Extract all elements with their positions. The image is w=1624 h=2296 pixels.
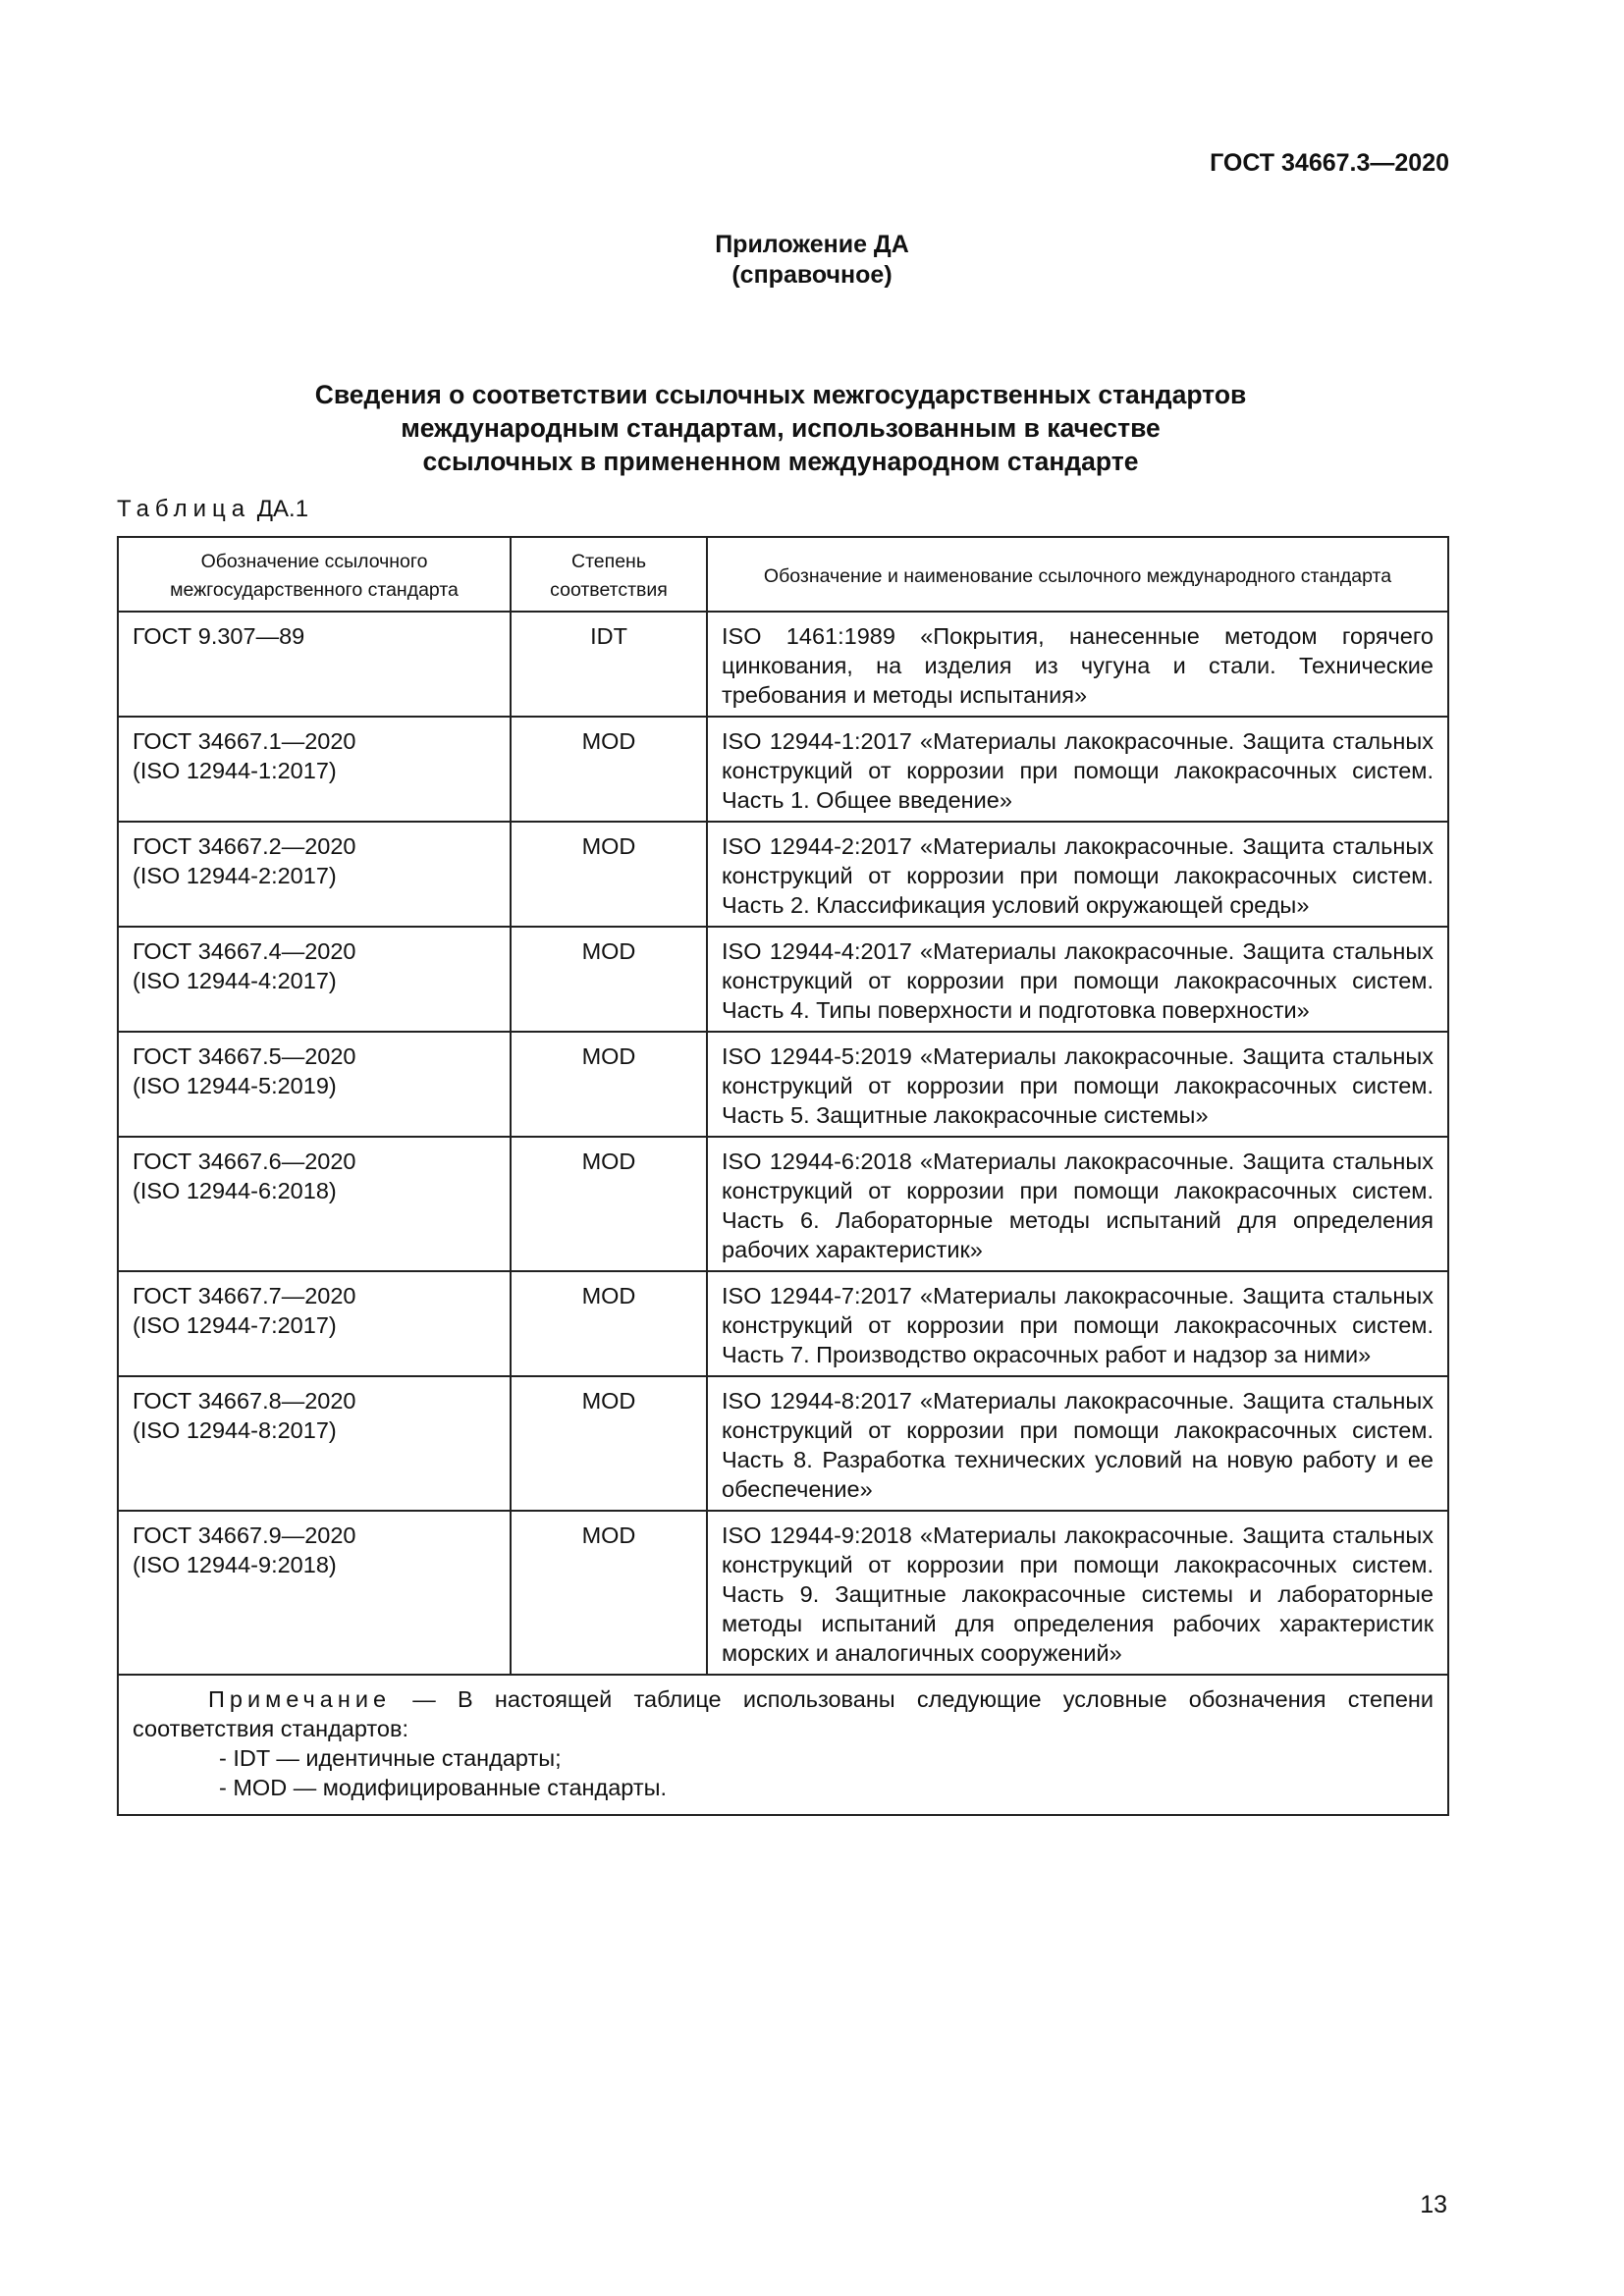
note-item-mod: - MOD — модифицированные стандарты.: [219, 1775, 668, 1800]
header-interstate-standard: Обозначение ссылочного межгосударственного стандарта: [118, 537, 511, 612]
degree-cell: MOD: [511, 1137, 707, 1271]
table-row: [118, 717, 1448, 822]
gost-cell: [118, 1271, 511, 1376]
heading-line: ссылочных в примененном международном стандарте: [422, 447, 1139, 476]
degree-cell: MOD: [511, 927, 707, 1032]
table-label: [117, 496, 308, 523]
gost-designation: ГОСТ 34667.5—2020: [133, 1043, 356, 1069]
document-code: ГОСТ 34667.3—2020: [1210, 149, 1449, 177]
gost-designation: ГОСТ 34667.8—2020: [133, 1388, 356, 1414]
section-heading: [0, 378, 1561, 478]
gost-designation: ГОСТ 34667.4—2020: [133, 938, 356, 964]
gost-designation: ГОСТ 34667.7—2020: [133, 1283, 356, 1308]
table-row: [118, 612, 1448, 717]
gost-cell: [118, 1032, 511, 1137]
iso-reference: (ISO 12944-7:2017): [133, 1312, 337, 1338]
iso-reference: (ISO 12944-4:2017): [133, 968, 337, 993]
international-standard-cell: ISO 12944-8:2017 «Материалы лакокрасочные. Защита стальных конструкций от коррозии при помощи лакокрасочных систем. Часть 8. Разработка технических условий на новую работу и ее обеспечение»: [707, 1376, 1448, 1511]
degree-cell: MOD: [511, 1032, 707, 1137]
degree-cell: MOD: [511, 822, 707, 927]
international-standard-cell: ISO 12944-2:2017 «Материалы лакокрасочные. Защита стальных конструкций от коррозии при помощи лакокрасочных систем. Часть 2. Классификация условий окружающей среды»: [707, 822, 1448, 927]
international-standard-cell: ISO 1461:1989 «Покрытия, нанесенные методом горячего цинкования, на изделия из чугуна и стали. Технические требования и методы испытания»: [707, 612, 1448, 717]
international-standard-cell: ISO 12944-1:2017 «Материалы лакокрасочные. Защита стальных конструкций от коррозии при помощи лакокрасочных систем. Часть 1. Общее введение»: [707, 717, 1448, 822]
gost-cell: [118, 822, 511, 927]
table-label-word: Таблица: [117, 496, 251, 522]
page-number: 13: [1420, 2191, 1447, 2218]
gost-cell: [118, 1376, 511, 1511]
gost-cell: [118, 612, 511, 717]
table-header-row: [118, 537, 1448, 612]
iso-reference: (ISO 12944-2:2017): [133, 863, 337, 888]
appendix-title-block: [0, 230, 1624, 291]
gost-designation: ГОСТ 34667.9—2020: [133, 1522, 356, 1548]
table-row: [118, 1271, 1448, 1376]
table-row: [118, 822, 1448, 927]
iso-reference: (ISO 12944-9:2018): [133, 1552, 337, 1577]
table-row: [118, 1032, 1448, 1137]
note-text: [133, 1684, 1434, 1743]
note-body: — В настоящей таблице использованы следующие условные обозначения степени соответствия стандартов:: [133, 1686, 1434, 1741]
table-row: [118, 1376, 1448, 1511]
gost-cell: [118, 717, 511, 822]
degree-cell: MOD: [511, 1271, 707, 1376]
degree-cell: MOD: [511, 717, 707, 822]
international-standard-cell: ISO 12944-6:2018 «Материалы лакокрасочные. Защита стальных конструкций от коррозии при помощи лакокрасочных систем. Часть 6. Лабораторные методы испытаний для определения рабочих характеристик»: [707, 1137, 1448, 1271]
heading-line: Сведения о соответствии ссылочных межгосударственных стандартов: [314, 380, 1247, 409]
table-row: [118, 1137, 1448, 1271]
degree-cell: MOD: [511, 1511, 707, 1675]
iso-reference: (ISO 12944-6:2018): [133, 1178, 337, 1203]
note-label: Примечание: [208, 1686, 392, 1712]
international-standard-cell: ISO 12944-5:2019 «Материалы лакокрасочные. Защита стальных конструкций от коррозии при помощи лакокрасочных систем. Часть 5. Защитные лакокрасочные системы»: [707, 1032, 1448, 1137]
table-note-row: [118, 1675, 1448, 1815]
table-row: [118, 927, 1448, 1032]
degree-cell: MOD: [511, 1376, 707, 1511]
gost-designation: ГОСТ 34667.2—2020: [133, 833, 356, 859]
appendix-title: Приложение ДА: [715, 231, 909, 258]
gost-designation: ГОСТ 34667.1—2020: [133, 728, 356, 754]
table-label-number: ДА.1: [256, 496, 309, 522]
iso-reference: (ISO 12944-8:2017): [133, 1417, 337, 1443]
gost-cell: [118, 927, 511, 1032]
gost-designation: ГОСТ 34667.6—2020: [133, 1148, 356, 1174]
iso-reference: (ISO 12944-1:2017): [133, 758, 337, 783]
header-degree: Степень соответствия: [511, 537, 707, 612]
table-row: [118, 1511, 1448, 1675]
international-standard-cell: ISO 12944-9:2018 «Материалы лакокрасочные. Защита стальных конструкций от коррозии при помощи лакокрасочных систем. Часть 9. Защитные лакокрасочные системы и лабораторные методы испытаний для определения рабочих характеристик морских и аналогичных сооружений»: [707, 1511, 1448, 1675]
gost-designation: ГОСТ 9.307—89: [133, 623, 305, 649]
header-international-standard: Обозначение и наименование ссылочного международного стандарта: [707, 537, 1448, 612]
note-item-idt: - IDT — идентичные стандарты;: [219, 1745, 562, 1771]
correspondence-table: [117, 536, 1449, 1816]
appendix-subtitle: (справочное): [731, 261, 893, 289]
table-note: [118, 1675, 1448, 1815]
degree-cell: IDT: [511, 612, 707, 717]
international-standard-cell: ISO 12944-4:2017 «Материалы лакокрасочные. Защита стальных конструкций от коррозии при помощи лакокрасочных систем. Часть 4. Типы поверхности и подготовка поверхности»: [707, 927, 1448, 1032]
iso-reference: (ISO 12944-5:2019): [133, 1073, 337, 1098]
gost-cell: [118, 1137, 511, 1271]
heading-line: международным стандартам, использованным в качестве: [401, 413, 1161, 443]
international-standard-cell: ISO 12944-7:2017 «Материалы лакокрасочные. Защита стальных конструкций от коррозии при помощи лакокрасочных систем. Часть 7. Производство окрасочных работ и надзор за ними»: [707, 1271, 1448, 1376]
gost-cell: [118, 1511, 511, 1675]
